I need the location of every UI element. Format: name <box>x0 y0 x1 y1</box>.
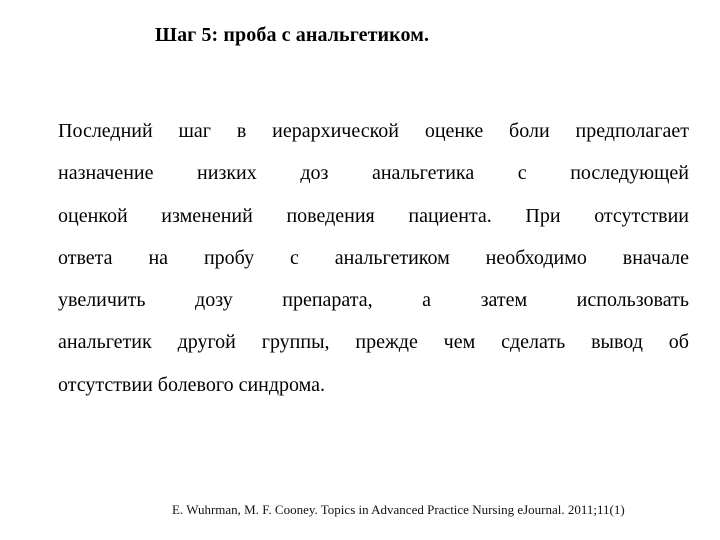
word: предполагает <box>575 120 689 142</box>
body-paragraph <box>58 110 689 406</box>
word: чем <box>443 331 476 354</box>
word: При <box>525 204 561 227</box>
word: анальгетиком <box>334 246 450 269</box>
word: прежде <box>355 331 418 354</box>
word: шаг <box>178 120 212 142</box>
word: низких <box>197 162 257 185</box>
body-line <box>58 279 689 321</box>
slide-title: Шаг 5: проба с анальгетиком. <box>155 24 430 46</box>
body-line <box>58 152 689 194</box>
body-line <box>58 195 689 237</box>
word: последующей <box>570 162 689 185</box>
word: в <box>236 120 247 142</box>
word: поведения <box>286 204 375 227</box>
word: другой <box>177 331 236 354</box>
word: ответа <box>58 246 113 269</box>
word: группы, <box>261 331 330 354</box>
word: с <box>517 162 527 185</box>
word: сделать <box>501 331 566 354</box>
word: анальгетика <box>371 162 475 185</box>
body-line <box>58 110 689 152</box>
word: иерархической <box>272 120 399 142</box>
word: вывод <box>591 331 643 354</box>
word: с <box>289 246 299 269</box>
word: Последний <box>58 120 153 142</box>
word: дозу <box>195 289 233 312</box>
word: оценке <box>424 120 484 142</box>
word: на <box>148 246 169 269</box>
citation: E. Wuhrman, M. F. Cooney. Topics in Advanced Practice Nursing eJournal. 2011;11(1) <box>172 502 625 517</box>
word: отсутствии <box>594 204 689 227</box>
word: затем <box>480 289 528 312</box>
word: а <box>422 289 432 312</box>
word: доз <box>300 162 329 185</box>
word: оценкой <box>58 204 128 227</box>
word: назначение <box>58 162 154 185</box>
body-line: отсутствии болевого синдрома. <box>58 373 326 396</box>
word: препарата, <box>282 289 373 312</box>
word: необходимо <box>485 246 587 269</box>
word: анальгетик <box>58 331 152 354</box>
word: об <box>668 331 689 354</box>
word: изменений <box>161 204 253 227</box>
body-line <box>58 237 689 279</box>
word: увеличить <box>58 289 146 312</box>
body-line <box>58 321 689 363</box>
word: использовать <box>576 289 689 312</box>
word: пациента. <box>408 204 492 227</box>
word: боли <box>509 120 550 142</box>
word: вначале <box>622 246 689 269</box>
word: пробу <box>203 246 255 269</box>
